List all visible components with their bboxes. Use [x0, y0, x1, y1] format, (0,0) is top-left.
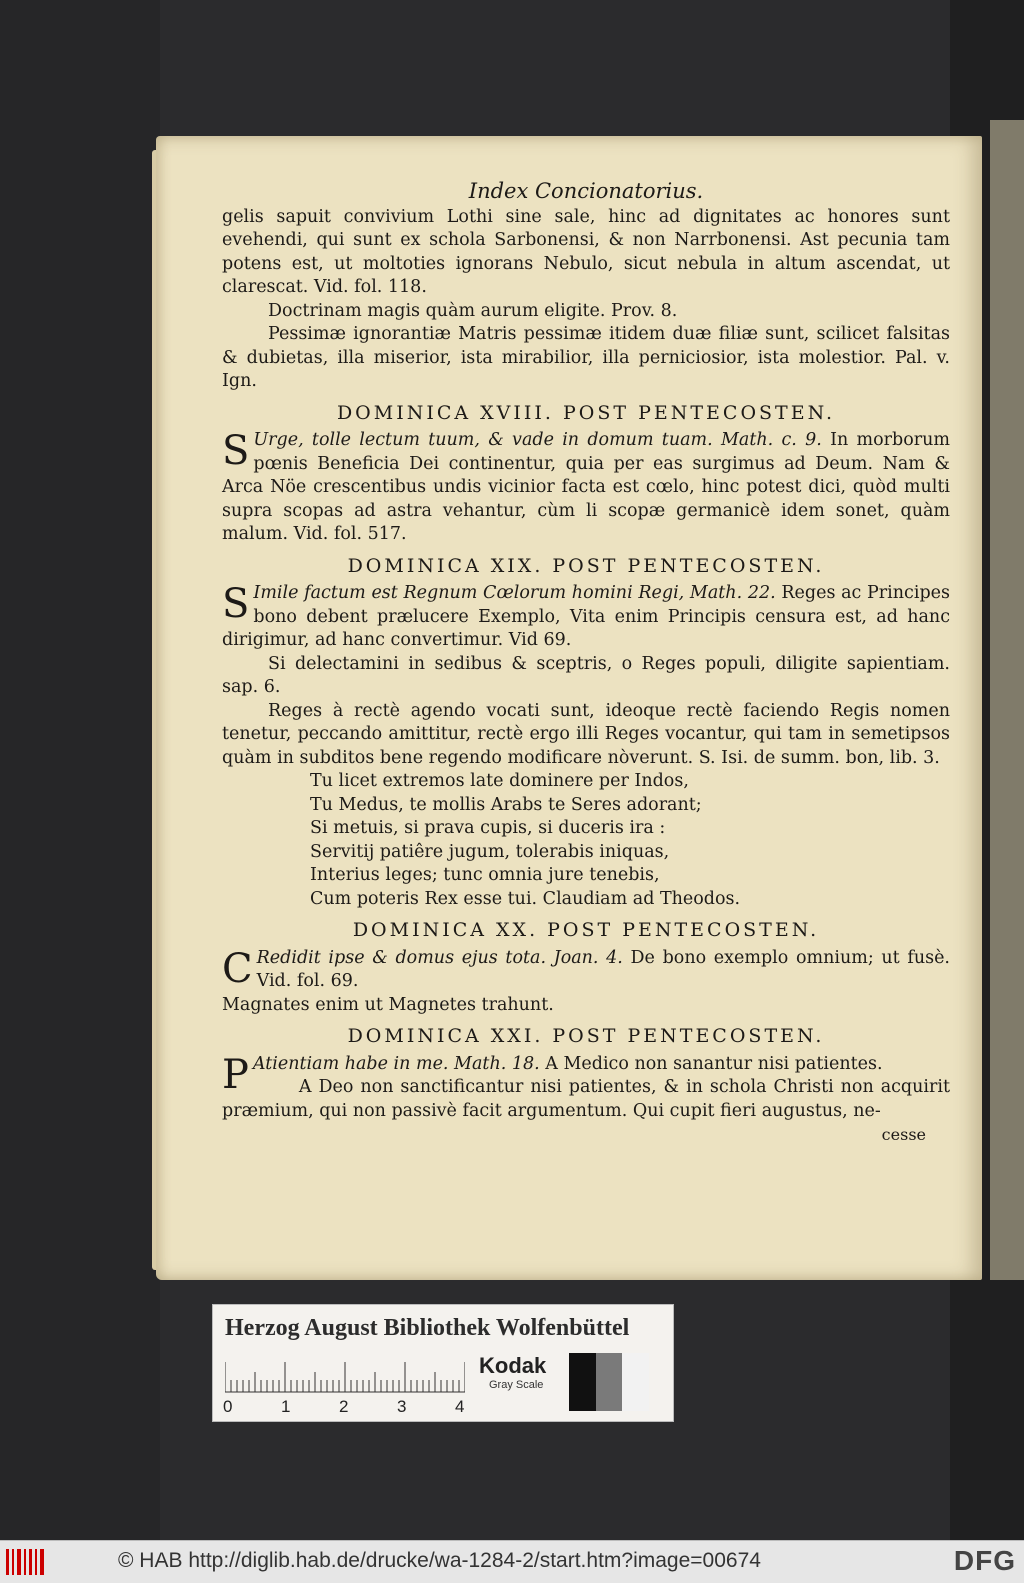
drop-cap: C — [222, 945, 253, 992]
verse-line: Interius leges; tunc omnia jure tenebis, — [310, 865, 660, 885]
book-page — [156, 136, 982, 1280]
dfg-logo: DFG — [953, 1545, 1016, 1576]
swatch-black — [569, 1353, 596, 1411]
barcode-icon — [6, 1549, 46, 1575]
paragraph: A Deo non sanctificantur nisi patientes, & in schola Christi non acquirit præmium, qui non passivè facit argumentum. Qui cupit fieri augustus, ne- — [222, 1077, 950, 1121]
paragraph: Pessimæ ignorantiæ Matris pessimæ itidem duæ filiæ sunt, scilicet falsitas & dubietas, illa miserior, ista mirabilior, illa perniciosior, ista molestior. Pal. v. Ign. — [222, 324, 950, 391]
ruler-number: 1 — [281, 1397, 291, 1416]
color-calibration-card — [212, 1304, 674, 1422]
scripture-lead: Imile factum est Regnum Cœlorum homini Regi, Math. 22. — [253, 583, 776, 603]
footer-bar — [0, 1540, 1024, 1583]
paragraph-text: Reges ac Principes bono debent prælucere Exemplo, Vita enim Principis censura est, ad hanc dirigimur, ad hanc convertimur. Vid 69. — [222, 583, 950, 650]
paragraph: Si delectamini in sedibus & sceptris, o Reges populi, diligite sapientiam. sap. 6. — [222, 653, 950, 697]
ruler-scale — [225, 1359, 465, 1393]
paragraph: Doctrinam magis quàm aurum eligite. Prov. 8. — [268, 300, 678, 321]
swatch-white — [622, 1353, 649, 1411]
verse-line: Tu Medus, te mollis Arabs te Seres adorant; — [310, 794, 702, 815]
section-paragraph — [222, 429, 950, 547]
paragraph-text: De bono exemplo omnium; ut fusè. Vid. fol. 69. — [256, 947, 950, 991]
page-text — [222, 180, 950, 1147]
ruler-number: 4 — [455, 1397, 465, 1416]
drop-cap: S — [222, 428, 250, 474]
section-paragraph — [222, 582, 950, 653]
paragraph: Magnates enim ut Magnetes trahunt. — [222, 994, 554, 1015]
paragraph: Reges à rectè agendo vocati sunt, ideoque rectè faciendo Regis nomen tenetur, peccando amittitur, rectè ergo illi Reges vocantur, qui tam in semetipsos quàm in subditos bene regendo modificare nòverunt. S. Isi. de summ. bon, lib. 3. — [222, 700, 950, 768]
ruler-number: 2 — [339, 1397, 349, 1416]
section-heading: DOMINICA XIX. POST PENTECOSTEN. — [347, 554, 825, 577]
swatch-gray — [596, 1353, 623, 1411]
section-heading: DOMINICA XX. POST PENTECOSTEN. — [352, 919, 820, 941]
paragraph-text: In morborum pœnis Beneficia Dei continentur, quia per eas surgimus ad Deum. Nam & Arca Nöe crescentibus undis vicinior facta est cœlo, hinc potest dici, quòd multi supra scopas ad astra vehantur, cùm li scopæ germanicè idem sonet, quàm malum. Vid. fol. 517. — [222, 430, 950, 544]
next-page-edge — [990, 120, 1024, 1280]
section-paragraph — [222, 947, 950, 994]
verse-line: Si metuis, si prava cupis, si duceris ira : — [310, 818, 666, 838]
gray-scale-label: Gray Scale — [489, 1379, 544, 1391]
drop-cap: P — [222, 1051, 249, 1098]
copyright-link[interactable]: © HAB http://diglib.hab.de/drucke/wa-1284-2/start.htm?image=00674 — [118, 1549, 761, 1572]
kodak-logo: Kodak — [479, 1353, 547, 1378]
ruler-number: 3 — [397, 1397, 407, 1416]
gray-swatches — [569, 1353, 649, 1411]
scan-background-left — [0, 0, 160, 1540]
section-paragraph — [222, 1051, 950, 1098]
section-heading: DOMINICA XXI. POST PENTECOSTEN. — [347, 1025, 825, 1047]
verse-line: Servitij patiêre jugum, tolerabis iniquas, — [310, 841, 670, 862]
scripture-lead: Urge, tolle lectum tuum, & vade in domum tuam. Math. c. 9. — [253, 430, 822, 450]
scripture-lead: Atientiam habe in me. Math. 18. — [252, 1053, 540, 1074]
section-heading: DOMINICA XVIII. POST PENTECOSTEN. — [336, 401, 836, 424]
paragraph: gelis sapuit convivium Lothi sine sale, hinc ad dignitates ac honores sunt evehendi, qui sunt ex schola Sarbonensi, & non Narrbonensi. Ast pecunia tam potens est, ut moltoties ignorans Nebulo, sicut nebula in altum ascendat, ut clarescat. Vid. fol. 118. — [222, 206, 950, 297]
verse-line: Tu licet extremos late dominere per Indos, — [310, 771, 689, 791]
running-header: Index Concionatorius. — [468, 179, 704, 203]
ruler-number: 0 — [223, 1397, 233, 1416]
paragraph-text: A Medico non sanantur nisi patientes. — [545, 1053, 883, 1074]
verse-line: Cum poteris Rex esse tui. Claudiam ad Theodos. — [310, 888, 741, 909]
catchword: cesse — [881, 1125, 926, 1144]
scripture-lead: Redidit ipse & domus ejus tota. Joan. 4. — [256, 947, 623, 968]
verse-block — [310, 770, 950, 911]
drop-cap: S — [222, 581, 250, 627]
library-name: Herzog August Bibliothek Wolfenbüttel — [225, 1315, 630, 1341]
